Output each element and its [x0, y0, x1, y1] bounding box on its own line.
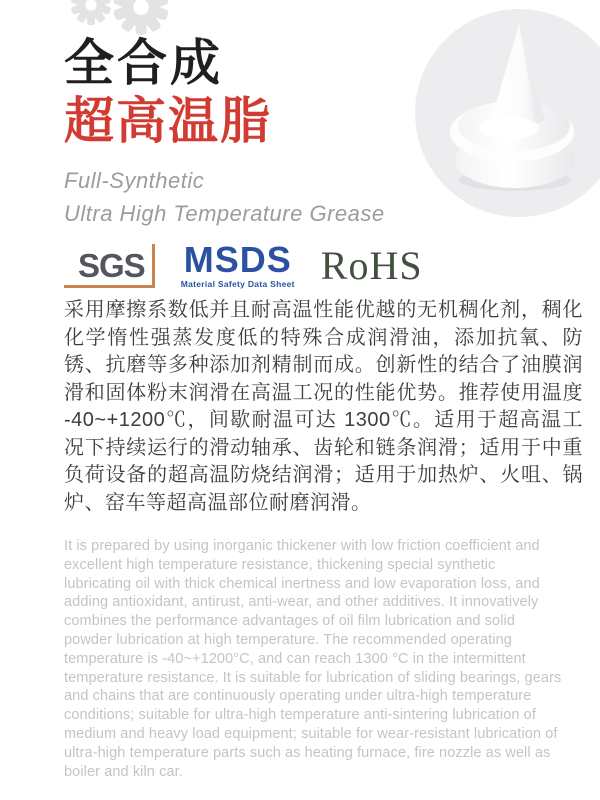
subtitle-line1: Full-Synthetic — [64, 168, 205, 193]
msds-logo-subtext: Material Safety Data Sheet — [180, 279, 295, 289]
msds-logo-text: MSDS — [183, 239, 292, 280]
description-chinese: 采用摩擦系数低并且耐高温性能优越的无机稠化剂，稠化化学惰性强蒸发度低的特殊合成润滑油，添加抗氧、防锈、抗磨等多种添加剂精制而成。创新性的结合了油膜润滑和固体粉末润滑在高温工况的性能优势。推荐使用温度 -40~+1200℃，间歇耐温可达 1300℃。适用于超高温工况下持续运行的滑动轴承、齿轮和链条润滑；适用于中重负荷设备的超高温防烧结润滑；适用于加热炉、火咀、锅炉、窑车等超高温部位耐磨润滑。 — [64, 299, 583, 514]
description-english: It is prepared by using inorganic thickener with low friction coefficient and excellent high temperature resistance, thickening special synthetic lubricating oil with thick chemical inertness and low evaporation loss, and adding antioxidant, antirust, anti-wear, and other additives. It innovatively combines the performance advantages of oil film lubrication and solid powder lubrication at high temperature. The recommended operating temperature is -40~+1200°C, and can reach 1300 °C in the intermittent temperature resistance. It is suitable for lubrication of sliding bearings, gears and chains that are continuously operating under ultra-high temperature conditions; suitable for ultra-high temperature anti-sintering lubrication of medium and heavy load equipment; suitable for wear-resistant lubrication of ultra-high temperature parts such as heating furnace, fire nozzle as well as boiler and kiln car. — [64, 538, 562, 780]
product-title-line2: 超高温脂 — [64, 93, 272, 149]
gear-icon — [112, 0, 170, 36]
grease-swirl-photo — [415, 8, 600, 218]
title-block — [64, 34, 385, 230]
rohs-logo: RoHS — [320, 243, 423, 288]
product-subtitle — [64, 164, 385, 230]
product-title-line1: 全合成 — [64, 35, 223, 91]
msds-logo — [180, 239, 295, 289]
gear-icon — [70, 0, 112, 26]
certification-logos — [64, 240, 423, 292]
sgs-logo-text: SGS — [78, 247, 145, 284]
subtitle-line2: Ultra High Temperature Grease — [64, 201, 385, 226]
sgs-logo — [64, 244, 155, 288]
